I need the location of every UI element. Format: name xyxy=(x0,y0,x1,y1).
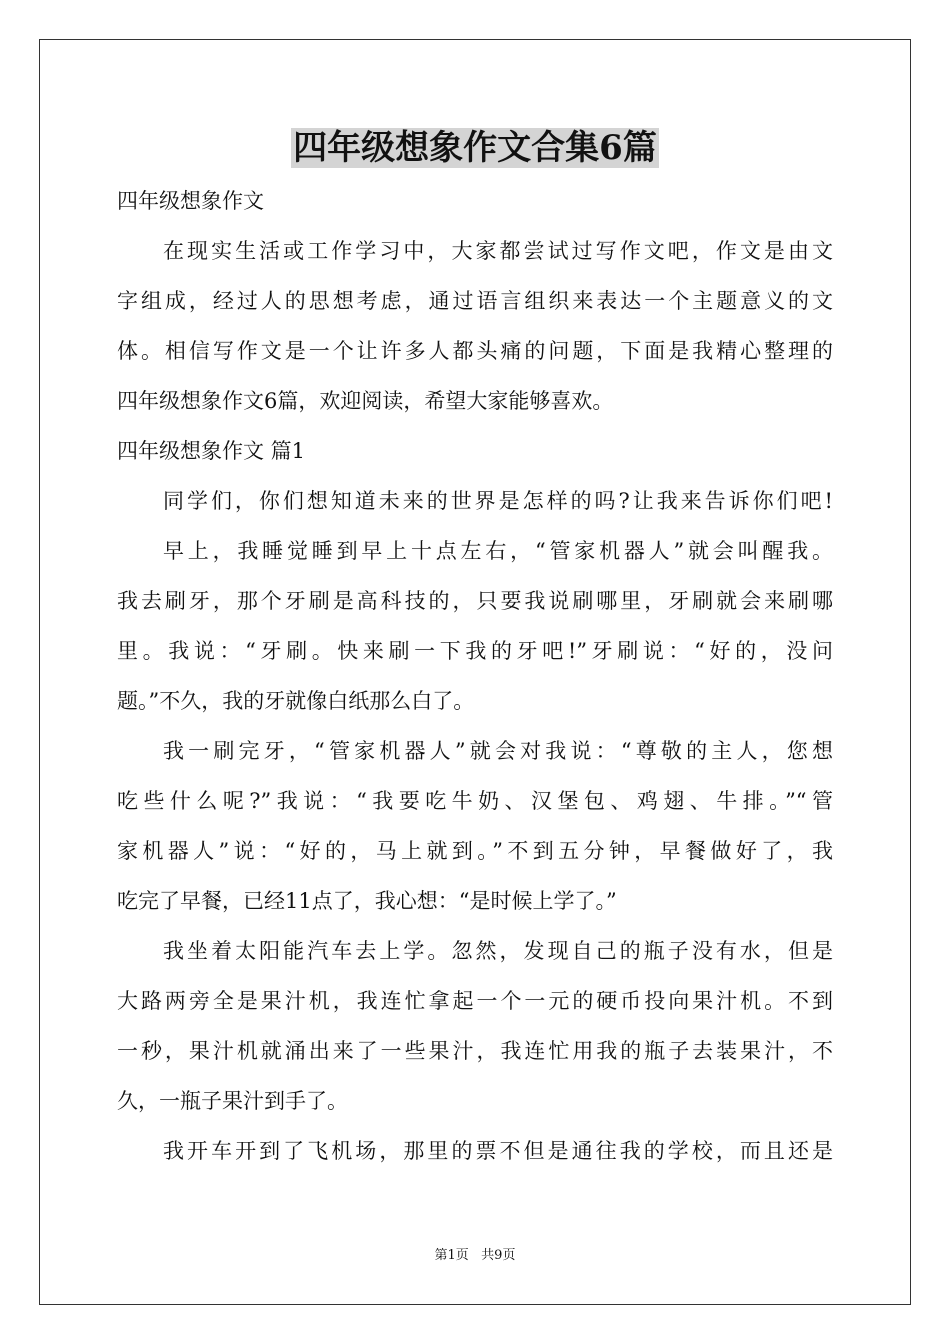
text-line: 字组成，经过人的思想考虑，通过语言组织来表达一个主题意义的文 xyxy=(117,289,833,313)
text-line: 早上，我睡觉睡到早上十点左右，“管家机器人”就会叫醒我。 xyxy=(163,539,833,563)
text-line: 家机器人”说：“好的，马上就到。”不到五分钟，早餐做好了，我 xyxy=(117,839,833,863)
text-line: 我去刷牙，那个牙刷是高科技的，只要我说刷哪里，牙刷就会来刷哪 xyxy=(117,589,833,613)
document-title-text: 四年级想象作文合集6篇 xyxy=(293,128,657,168)
text-line: 题。”不久，我的牙就像白纸那么白了。 xyxy=(117,689,475,713)
document-body xyxy=(117,176,833,1176)
text-line: 大路两旁全是果汁机，我连忙拿起一个一元的硬币投向果汁机。不到 xyxy=(117,989,833,1013)
document-title xyxy=(0,124,950,172)
text-line: 我坐着太阳能汽车去上学。忽然，发现自己的瓶子没有水，但是 xyxy=(163,939,833,963)
text-line: 四年级想象作文 篇1 xyxy=(117,439,306,463)
text-line: 四年级想象作文 xyxy=(117,189,264,213)
text-line: 体。相信写作文是一个让许多人都头痛的问题，下面是我精心整理的 xyxy=(117,339,833,363)
text-line: 里。我说：“牙刷。快来刷一下我的牙吧!”牙刷说：“好的，没问 xyxy=(117,639,833,663)
text-line: 我一刷完牙，“管家机器人”就会对我说：“尊敬的主人，您想 xyxy=(163,739,833,763)
text-line: 在现实生活或工作学习中，大家都尝试过写作文吧，作文是由文 xyxy=(163,239,833,263)
text-line: 吃完了早餐，已经11点了，我心想：“是时候上学了。” xyxy=(117,889,617,913)
text-line: 吃些什么呢?”我说：“我要吃牛奶、汉堡包、鸡翅、牛排。”“管 xyxy=(117,789,833,813)
page-footer: 第1页 共9页 xyxy=(434,1248,516,1263)
text-line: 久，一瓶子果汁到手了。 xyxy=(117,1089,348,1113)
text-line: 一秒，果汁机就涌出来了一些果汁，我连忙用我的瓶子去装果汁，不 xyxy=(117,1039,833,1063)
text-line: 我开车开到了飞机场，那里的票不但是通往我的学校，而且还是 xyxy=(163,1139,833,1163)
text-line: 同学们，你们想知道未来的世界是怎样的吗?让我来告诉你们吧! xyxy=(163,489,833,513)
text-line: 四年级想象作文6篇，欢迎阅读，希望大家能够喜欢。 xyxy=(117,389,614,413)
